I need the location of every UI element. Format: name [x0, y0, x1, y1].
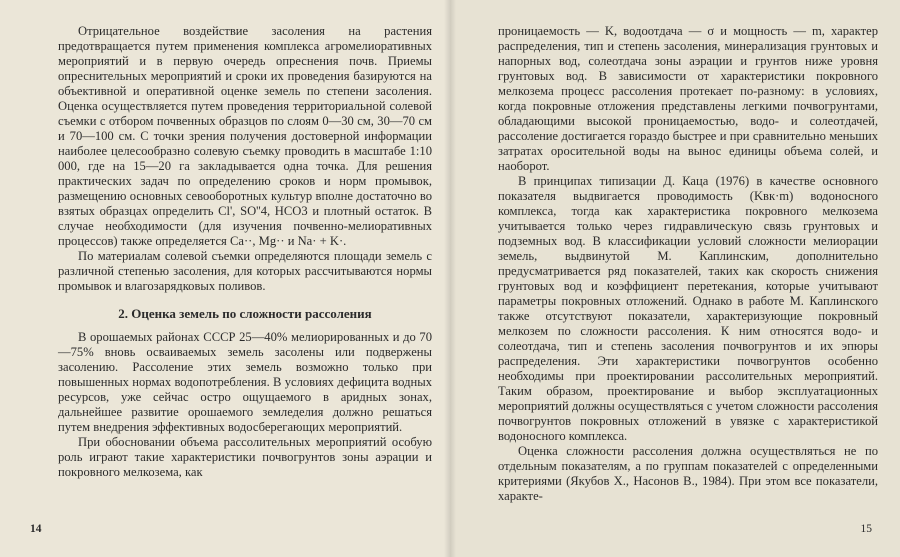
section-heading: 2. Оценка земель по сложности рассоления — [118, 306, 372, 321]
paragraph: В принципах типизации Д. Каца (1976) в качестве основного показателя выдвигается проводимость (Kвк·m) водоносного комплекса, тогда как характеристика покровного мелкозема учитывается только через гидравлическую связь грунтовых и подземных вод. В классификации условий сложности мелиорации земель, выдвинутой М. Каплинским, дополнительно предусматривается ряд показателей, таких как скорость снижения грунтовых вод и коэффициент перетекания, которые учитывают параметры покровных отложений. Однако в работе М. Каплинского также отсутствуют показатели, характеризующие покровный мелкозем по сложности рассоления. К ним относятся водо- и солеотдача, тип и степень засоления почвогрунтов и их эпюры распределения. Эти характеристики почвогрунтов особенно необходимы при проектировании рассолительных мероприятий. Таким образом, проектирование и выбор эксплуатационных мероприятий должны осуществляться с учетом сложности рассоления почвогрунтов покровных отложений в увязке с характеристикой водоносного комплекса. — [498, 174, 878, 443]
right-page — [450, 0, 900, 557]
paragraph: проницаемость — K, водоотдача — σ и мощность — m, характер распределения, тип и степень засоления, минерализация грунтовых и напорных вод, солеотдача зоны аэрации и грунтов ниже уровня грунтовых вод. В зависимости от характеристики покровного мелкозема процесс рассоления протекает по-разному: в условиях, когда покровные отложения представлены легкими почвогрунтами, обладающими высокой проницаемостью, водо- и солеотдачей, рассоление достигается гораздо быстрее и при сравнительно меньших затратах оросительной воды на вынос единицы объема солей, и наоборот. — [498, 24, 878, 173]
page-number: 14 — [30, 523, 42, 535]
paragraph: В орошаемых районах СССР 25—40% мелиорированных и до 70—75% вновь осваиваемых земель засолены или подвержены засолению. Рассоление этих земель возможно только при повышенных нормах водопотребления. В условиях дефицита водных ресурсов, уже сейчас остро ощущаемого в аридных зонах, дальнейшее развитие орошаемого земледелия должно решаться путем внедрения эффективных водосберегающих мероприятий. — [58, 330, 432, 434]
paragraph: По материалам солевой съемки определяются площади земель с различной степенью засоления, для которых рассчитываются нормы промывок и влагозарядковых поливов. — [58, 249, 432, 293]
paragraph: При обосновании объема рассолительных мероприятий особую роль играют такие характеристики почвогрунтов зоны аэрации и покровного мелкозема, как — [58, 435, 432, 479]
paragraph: Отрицательное воздействие засоления на растения предотвращается путем применения комплекса агромелиоративных мероприятий и в первую очередь опреснения почв. Приемы опреснительных мероприятий и сроки их проведения базируются на объективной и оперативной оценке земель по степени засоления. Оценка осуществляется путем проведения территориальной солевой съемки с отбором почвенных образцов по слоям 0—30 см, 30—70 см и 70—100 см. С точки зрения получения достоверной информации наиболее целесообразно солевую съемку проводить в масштабе 1:10 000, где на 15—20 га закладывается одна точка. Для решения практических задач по определению сроков и норм промывок, размещению основных севооборотных культур вполне достаточно во взятых образцах определить Cl', SO''4, HCO3 и плотный остаток. В случае необходимости (для изучения почвенно-мелиоративных процессов) также определяется Ca··, Mg·· и Na· + K·. — [58, 24, 432, 248]
paragraph: Оценка сложности рассоления должна осуществляться не по отдельным показателям, а по группам показателей с определенными критериями (Якубов Х., Насонов В., 1984). При этом все показатели, характе- — [498, 444, 878, 503]
book-gutter — [444, 0, 456, 557]
page-number: 15 — [860, 523, 872, 535]
